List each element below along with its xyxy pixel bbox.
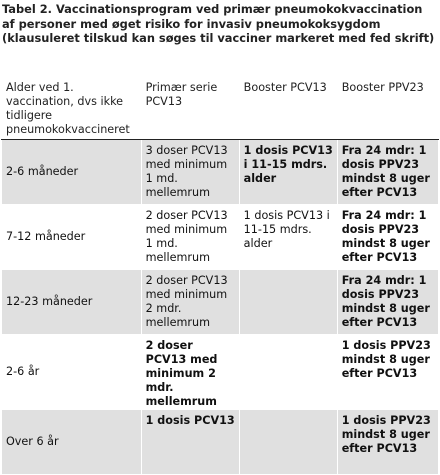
header-primary-series: Primær serie PCV13 [141, 77, 239, 140]
age-cell: 2-6 måneder [2, 140, 142, 205]
table-row [2, 205, 439, 270]
booster-pcv13-cell: 1 dosis PCV13 i 11-15 mdrs. alder [239, 140, 337, 205]
age-cell: 12-23 måneder [2, 270, 142, 335]
booster-ppv23-cell: 1 dosis PPV23 mindst 8 uger efter PCV13 [337, 335, 438, 410]
age-cell: 7-12 måneder [2, 205, 142, 270]
booster-ppv23-cell: Fra 24 mdr: 1 dosis PPV23 mindst 8 uger efter PCV13 [337, 140, 438, 205]
table-header-row [2, 77, 439, 140]
header-age: Alder ved 1. vaccination, dvs ikke tidligere pneumokokvaccineret [2, 77, 142, 140]
booster-ppv23-cell: Fra 24 mdr: 1 dosis PPV23 mindst 8 uger efter PCV13 [337, 205, 438, 270]
booster-pcv13-cell [239, 270, 337, 335]
vaccination-table [1, 76, 439, 475]
primary-cell: 1 dosis PCV13 [141, 410, 239, 475]
header-booster-ppv23: Booster PPV23 [337, 77, 438, 140]
table-row [2, 140, 439, 205]
header-booster-pcv13: Booster PCV13 [239, 77, 337, 140]
booster-ppv23-cell: Fra 24 mdr: 1 dosis PPV23 mindst 8 uger efter PCV13 [337, 270, 438, 335]
booster-pcv13-cell [239, 335, 337, 410]
primary-cell: 2 doser PCV13 med minimum 2 mdr. mellemrum [141, 270, 239, 335]
table-row [2, 270, 439, 335]
booster-ppv23-cell: 1 dosis PPV23 mindst 8 uger efter PCV13 [337, 410, 438, 475]
table-row [2, 335, 439, 410]
primary-cell: 3 doser PCV13 med minimum 1 md. mellemrum [141, 140, 239, 205]
booster-pcv13-cell [239, 410, 337, 475]
table-row [2, 410, 439, 475]
primary-cell: 2 doser PCV13 med minimum 2 mdr. mellemrum [141, 335, 239, 410]
age-cell: 2-6 år [2, 335, 142, 410]
primary-cell: 2 doser PCV13 med minimum 1 md. mellemrum [141, 205, 239, 270]
table-caption: Tabel 2. Vaccinationsprogram ved primær pneumokokvaccination af personer med øget risiko for invasiv pneumokoksygdom (klausuleret tilskud kan søges til vacciner markeret med fed skrift) [2, 2, 435, 46]
booster-pcv13-cell: 1 dosis PCV13 i 11-15 mdrs. alder [239, 205, 337, 270]
age-cell: Over 6 år [2, 410, 142, 475]
